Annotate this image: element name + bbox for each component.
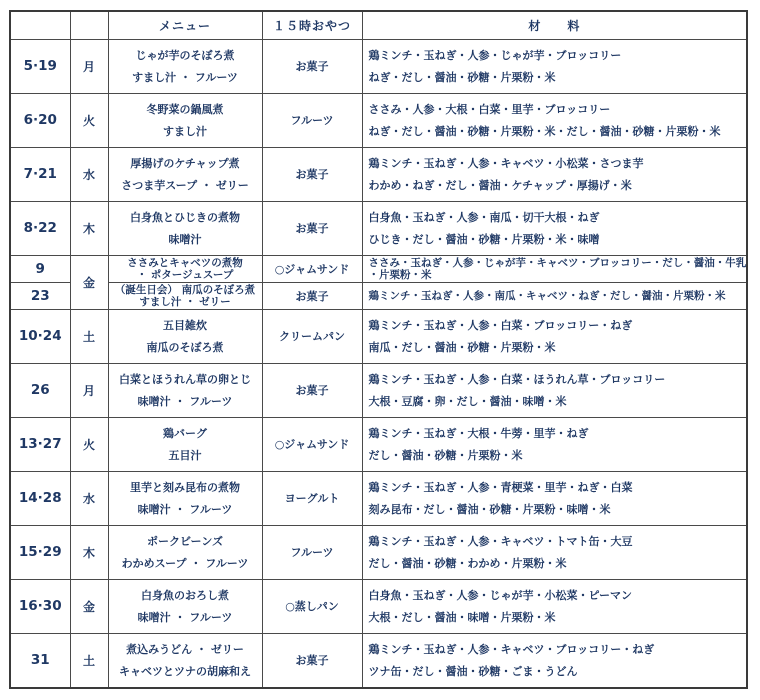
menu-line: 白身魚のおろし煮 [141, 588, 229, 602]
date-cell: 8·22 [10, 201, 70, 255]
date-cell: 16·30 [10, 579, 70, 633]
ingredients-cell [362, 363, 747, 417]
day-cell: 木 [70, 525, 108, 579]
ingredients-line: 鶏ミンチ・玉ねぎ・人参・白菜・ほうれん草・ブロッコリー [368, 372, 666, 386]
ingredients-line: 鶏ミンチ・玉ねぎ・人参・じゃが芋・ブロッコリー [368, 48, 622, 62]
ingredients-cell [362, 282, 747, 309]
header-snack: １５時おやつ [262, 11, 362, 39]
date-cell: 7·21 [10, 147, 70, 201]
menu-cell [108, 201, 262, 255]
date-cell: 26 [10, 363, 70, 417]
date-cell: 5·19 [10, 39, 70, 93]
menu-line: 味噌汁 ・ フルーツ [137, 394, 233, 408]
menu-line: 煮込みうどん ・ ゼリー [126, 642, 244, 656]
ingredients-line: 南瓜・だし・醤油・砂糖・片栗粉・米 [368, 340, 556, 354]
menu-line: 味噌汁 [168, 232, 202, 246]
menu-cell [108, 282, 262, 309]
table-row [10, 282, 747, 309]
ingredients-cell [362, 39, 747, 93]
header-menu: メニュー [108, 11, 262, 39]
ingredients-line: 鶏ミンチ・玉ねぎ・大根・牛蒡・里芋・ねぎ [368, 426, 589, 440]
snack-cell: フルーツ [262, 525, 362, 579]
ingredients-line: わかめ・ねぎ・だし・醤油・ケチャップ・厚揚げ・米 [368, 178, 632, 192]
menu-cell [108, 633, 262, 688]
menu-line: すまし汁 ・ フルーツ [132, 70, 238, 84]
menu-line: 白身魚とひじきの煮物 [130, 210, 240, 224]
menu-cell [108, 147, 262, 201]
table-row [10, 147, 747, 201]
ingredients-line: ささみ・人参・大根・白菜・里芋・ブロッコリー [368, 102, 611, 116]
day-cell: 月 [70, 39, 108, 93]
snack-cell: お菓子 [262, 147, 362, 201]
menu-line: （誕生日会） 南瓜のそぼろ煮 [114, 283, 256, 296]
ingredients-line: 鶏ミンチ・玉ねぎ・人参・青梗菜・里芋・ねぎ・白菜 [368, 480, 633, 494]
menu-line: ・ ポタージュスープ [136, 268, 234, 281]
menu-cell [108, 579, 262, 633]
ingredients-line: 刻み昆布・だし・醤油・砂糖・片栗粉・味噌・米 [368, 502, 611, 516]
date-cell: 15·29 [10, 525, 70, 579]
date-cell: 23 [10, 282, 70, 309]
ingredients-line: ツナ缶・だし・醤油・砂糖・ごま・うどん [368, 664, 578, 678]
day-cell: 火 [70, 93, 108, 147]
menu-cell [108, 525, 262, 579]
menu-cell [108, 255, 262, 282]
day-cell: 土 [70, 633, 108, 688]
menu-cell [108, 309, 262, 363]
table-row [10, 39, 747, 93]
header-row [10, 11, 747, 39]
ingredients-line: 鶏ミンチ・玉ねぎ・人参・キャベツ・ブロッコリー・ねぎ [368, 642, 655, 656]
table-row [10, 525, 747, 579]
day-cell: 金 [70, 579, 108, 633]
day-cell: 月 [70, 363, 108, 417]
menu-line: 里芋と刻み昆布の煮物 [130, 480, 240, 494]
menu-line: すまし汁 [163, 124, 207, 138]
table-row [10, 201, 747, 255]
menu-line: すまし汁 ・ ゼリー [139, 295, 231, 308]
snack-cell: ○蒸しパン [262, 579, 362, 633]
menu-line: さつま芋スープ ・ ゼリー [121, 178, 249, 192]
ingredients-cell [362, 417, 747, 471]
snack-cell: ヨーグルト [262, 471, 362, 525]
menu-line: 厚揚げのケチャップ煮 [130, 156, 240, 170]
menu-line: ささみとキャベツの煮物 [127, 256, 243, 269]
snack-cell: クリームパン [262, 309, 362, 363]
lunch-menu-table [9, 10, 748, 689]
ingredients-line: 鶏ミンチ・玉ねぎ・人参・南瓜・キャベツ・ねぎ・だし・醤油・片栗粉・米 [368, 289, 726, 302]
date-cell: 13·27 [10, 417, 70, 471]
menu-line: 味噌汁 ・ フルーツ [137, 610, 233, 624]
date-cell: 10·24 [10, 309, 70, 363]
table-row [10, 471, 747, 525]
day-cell: 金 [70, 255, 108, 309]
ingredients-cell [362, 471, 747, 525]
ingredients-line: だし・醤油・砂糖・片栗粉・米 [368, 448, 523, 462]
menu-line: じゃが芋のそぼろ煮 [135, 48, 235, 62]
menu-cell [108, 363, 262, 417]
day-cell: 木 [70, 201, 108, 255]
ingredients-cell [362, 201, 747, 255]
day-cell: 火 [70, 417, 108, 471]
ingredients-line: ねぎ・だし・醤油・砂糖・片栗粉・米 [368, 70, 556, 84]
table-row [10, 633, 747, 688]
menu-line: 南瓜のそぼろ煮 [146, 340, 224, 354]
menu-line: ポークビーンズ [146, 534, 223, 548]
ingredients-cell [362, 255, 747, 282]
ingredients-cell [362, 525, 747, 579]
date-cell: 14·28 [10, 471, 70, 525]
day-cell: 水 [70, 147, 108, 201]
header-ingredients: 材 料 [362, 11, 747, 39]
menu-line: 五目汁 [168, 448, 202, 462]
ingredients-line: 鶏ミンチ・玉ねぎ・人参・キャベツ・トマト缶・大豆 [368, 534, 633, 548]
ingredients-cell [362, 633, 747, 688]
day-cell: 土 [70, 309, 108, 363]
snack-cell: ○ジャムサンド [262, 255, 362, 282]
ingredients-line: ねぎ・だし・醤油・砂糖・片栗粉・米・だし・醤油・砂糖・片栗粉・米 [368, 124, 721, 138]
date-cell: 6·20 [10, 93, 70, 147]
ingredients-cell [362, 309, 747, 363]
ingredients-line: 白身魚・玉ねぎ・人参・南瓜・切干大根・ねぎ [368, 210, 600, 224]
snack-cell: お菓子 [262, 201, 362, 255]
table-row [10, 363, 747, 417]
ingredients-cell [362, 579, 747, 633]
menu-line: 味噌汁 ・ フルーツ [137, 502, 233, 516]
ingredients-line: だし・醤油・砂糖・わかめ・片栗粉・米 [368, 556, 567, 570]
snack-cell: ○ジャムサンド [262, 417, 362, 471]
date-cell: 9 [10, 255, 70, 282]
header-date [10, 11, 70, 39]
ingredients-line: 鶏ミンチ・玉ねぎ・人参・白菜・ブロッコリー・ねぎ [368, 318, 633, 332]
snack-cell: お菓子 [262, 363, 362, 417]
snack-cell: お菓子 [262, 633, 362, 688]
menu-line: わかめスープ ・ フルーツ [121, 556, 249, 570]
menu-line: 冬野菜の鍋風煮 [146, 102, 224, 116]
menu-cell [108, 417, 262, 471]
menu-line: 五目雑炊 [163, 318, 207, 332]
snack-cell: お菓子 [262, 282, 362, 309]
table-row [10, 255, 747, 282]
date-cell: 31 [10, 633, 70, 688]
day-cell: 水 [70, 471, 108, 525]
ingredients-line: ・片栗粉・米 [368, 268, 432, 281]
ingredients-line: 大根・豆腐・卵・だし・醤油・味噌・米 [368, 394, 567, 408]
menu-cell [108, 39, 262, 93]
menu-line: 鶏バーグ [163, 426, 207, 440]
ingredients-line: 白身魚・玉ねぎ・人参・じゃが芋・小松菜・ピーマン [368, 588, 633, 602]
ingredients-cell [362, 147, 747, 201]
ingredients-line: 大根・だし・醤油・味噌・片栗粉・米 [368, 610, 556, 624]
ingredients-line: ささみ・玉ねぎ・人参・じゃが芋・キャベツ・ブロッコリー・だし・醤油・牛乳 [368, 256, 747, 269]
ingredients-cell [362, 93, 747, 147]
menu-line: 白菜とほうれん草の卵とじ [119, 372, 251, 386]
header-day [70, 11, 108, 39]
snack-cell: お菓子 [262, 39, 362, 93]
snack-cell: フルーツ [262, 93, 362, 147]
table-row [10, 417, 747, 471]
menu-cell [108, 93, 262, 147]
menu-line: キャベツとツナの胡麻和え [119, 664, 251, 678]
table-row [10, 579, 747, 633]
menu-cell [108, 471, 262, 525]
ingredients-line: ひじき・だし・醤油・砂糖・片栗粉・米・味噌 [368, 232, 600, 246]
table-row [10, 309, 747, 363]
table-row [10, 93, 747, 147]
ingredients-line: 鶏ミンチ・玉ねぎ・人参・キャベツ・小松菜・さつま芋 [368, 156, 644, 170]
